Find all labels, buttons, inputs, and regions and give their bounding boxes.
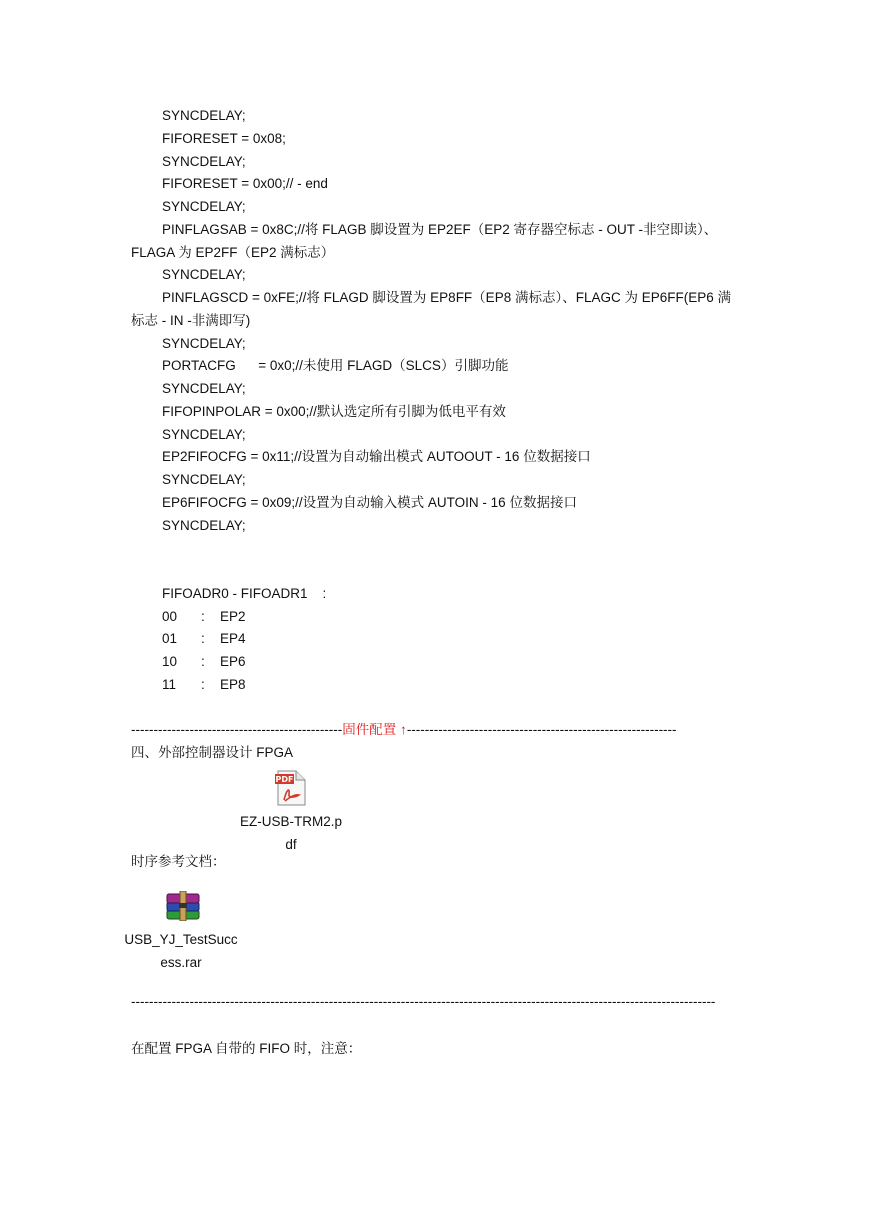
pdf-filename-line1: EZ-USB-TRM2.p xyxy=(239,814,342,829)
fifoadr-code: 11 xyxy=(162,677,177,692)
code-line: SYNCDELAY; xyxy=(162,154,246,169)
fifoadr-endpoint: EP2 xyxy=(220,609,246,624)
fifoadr-endpoint: EP8 xyxy=(220,677,246,692)
pdf-attachment[interactable] xyxy=(230,770,352,850)
fifoadr-code: 10 xyxy=(162,654,178,669)
pdf-file-icon[interactable] xyxy=(274,770,308,806)
fifoadr-sep: : xyxy=(201,631,205,646)
timing-reference-label: 时序参考文档： xyxy=(131,854,226,869)
rar-attachment[interactable] xyxy=(124,888,251,970)
code-line: 标志 - IN -非满即写) xyxy=(131,313,251,328)
code-line: SYNCDELAY; xyxy=(162,427,246,442)
fifoadr-code: 01 xyxy=(162,631,178,646)
section-heading: 四、外部控制器设计 FPGA xyxy=(131,745,294,760)
code-line: FIFOPINPOLAR = 0x00;//默认选定所有引脚为低电平有效 xyxy=(162,404,506,419)
pdf-badge-text: PDF xyxy=(275,775,294,784)
code-line: EP6FIFOCFG = 0x09;//设置为自动输入模式 AUTOIN - 16 位数据接口 xyxy=(162,495,577,510)
rar-filename xyxy=(121,928,241,974)
section-divider xyxy=(131,723,731,737)
fifoadr-sep: : xyxy=(201,677,205,692)
divider-dashes-left: ----------------------------------------------- xyxy=(131,723,343,737)
code-line: PORTACFG = 0x0;//未使用 FLAGD（SLCS）引脚功能 xyxy=(162,358,509,373)
fifoadr-header: FIFOADR0 - FIFOADR1 : xyxy=(162,586,327,601)
code-line: PINFLAGSAB = 0x8C;//将 FLAGB 脚设置为 EP2EF（EP2 寄存器空标志 - OUT -非空即读）、 xyxy=(162,222,718,237)
code-line: SYNCDELAY; xyxy=(162,199,246,214)
horizontal-divider: ---------------------------------------------------------------------------------------------------------------------------------- xyxy=(131,995,716,1009)
fifoadr-endpoint: EP6 xyxy=(220,654,246,669)
code-line: SYNCDELAY; xyxy=(162,381,246,396)
fifoadr-code: 00 xyxy=(162,609,178,624)
fifoadr-endpoint: EP4 xyxy=(220,631,246,646)
fifoadr-sep: : xyxy=(201,609,205,624)
code-line: SYNCDELAY; xyxy=(162,518,246,533)
pdf-filename xyxy=(230,810,352,856)
firmware-config-label: 固件配置 ↑ xyxy=(342,723,407,737)
pdf-filename-line2: df xyxy=(285,837,297,852)
code-line: PINFLAGSCD = 0xFE;//将 FLAGD 脚设置为 EP8FF（EP8 满标志）、FLAGC 为 EP6FF(EP6 满 xyxy=(162,290,731,305)
code-line: FLAGA 为 EP2FF（EP2 满标志） xyxy=(131,245,335,260)
fifoadr-sep: : xyxy=(201,654,205,669)
divider-dashes-right: ------------------------------------------------------------ xyxy=(406,723,677,737)
code-line: FIFORESET = 0x00;// - end xyxy=(162,176,328,191)
code-line: SYNCDELAY; xyxy=(162,108,246,123)
code-line: SYNCDELAY; xyxy=(162,267,246,282)
code-line: FIFORESET = 0x08; xyxy=(162,131,286,146)
winrar-archive-icon[interactable] xyxy=(164,891,202,921)
closing-note: 在配置 FPGA 自带的 FIFO 时，注意： xyxy=(131,1041,362,1056)
rar-filename-line1: USB_YJ_TestSucc xyxy=(124,932,238,947)
rar-filename-line2: ess.rar xyxy=(160,955,202,970)
code-line: EP2FIFOCFG = 0x11;//设置为自动输出模式 AUTOOUT - 16 位数据接口 xyxy=(162,449,591,464)
code-line: SYNCDELAY; xyxy=(162,472,246,487)
code-line: SYNCDELAY; xyxy=(162,336,246,351)
